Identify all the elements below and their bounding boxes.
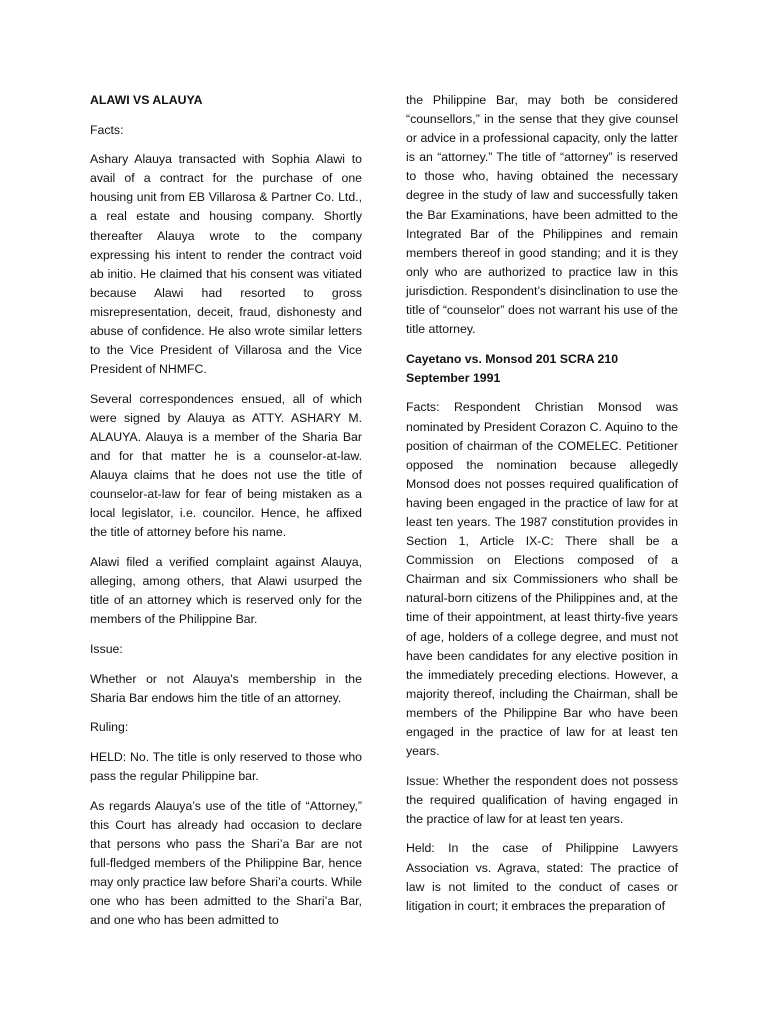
facts-paragraph-3: Alawi filed a verified complaint against Alauya, alleging, among others, that Alawi usurped the title of an attorney which is reserved only for the members of the Philippine Bar. (90, 555, 362, 627)
facts-paragraph-1: Ashary Alauya transacted with Sophia Alawi to avail of a contract for the purchase of one housing unit from EB Villarosa & Partner Co. Ltd., a real estate and housing company. Shortly thereafter Alauya wrote to the company expressing his intent to render the contract void ab initio. He claimed that his consent was vitiated because Alawi had resorted to gross misrepresentation, deceit, fraud, dishonesty and abuse of confidence. He also wrote similar letters to the Vice President of Villarosa and the Vice President of NHMFC. (90, 152, 362, 377)
facts-heading: Facts: (90, 122, 124, 137)
issue-heading: Issue: (90, 641, 123, 656)
cayetano-held: Held: In the case of Philippine Lawyers Association vs. Agrava, stated: The practice of law is not limited to the conduct of cases or litigation in court; it embraces the preparation of (406, 841, 678, 913)
left-column (90, 91, 362, 941)
case-title-alawi: ALAWI VS ALAUYA (90, 93, 203, 107)
ruling-paragraph-2: As regards Alauya’s use of the title of “Attorney,” this Court has already had occasion to declare that persons who pass the Shari’a Bar are not full-fledged members of the Philippine Bar, hence may only practice law before Shari’a courts. While one who has been admitted to the Shari’a Bar, and one who has been admitted to (90, 798, 363, 928)
right-column (406, 91, 678, 926)
ruling-paragraph-1: HELD: No. The title is only reserved to those who pass the regular Philippine bar. (90, 749, 362, 783)
case-title-cayetano: Cayetano vs. Monsod 201 SCRA 210 September 1991 (406, 351, 619, 385)
facts-paragraph-2: Several correspondences ensued, all of which were signed by Alauya as ATTY. ASHARY M. ALAUYA. Alauya is a member of the Sharia Bar and for that matter he is a counselor-at-law. Alauya claims that he does not use the title of counselor-at-law for fear of being mistaken as a local legislator, i.e. councilor. Hence, he affixed the title of attorney before his name. (90, 391, 362, 540)
ruling-continuation: the Philippine Bar, may both be considered “counsellors,” in the sense that they give counsel or advice in a professional capacity, only the latter is an “attorney.” The title of “attorney” is reserved to those who, having obtained the necessary degree in the study of law and successfully taken the Bar Examinations, have been admitted to the Integrated Bar of the Philippines and remain members thereof in good standing; and it is they only who are authorized to practice law in this jurisdiction. Respondent’s disinclination to use the title of “counselor” does not warrant his use of the title attorney. (406, 93, 678, 337)
ruling-heading: Ruling: (90, 720, 129, 735)
issue-text: Whether or not Alauya's membership in the Sharia Bar endows him the title of an attorney. (90, 671, 362, 705)
cayetano-issue: Issue: Whether the respondent does not possess the required qualification of having engaged in the practice of law for at least ten years. (406, 773, 678, 826)
cayetano-facts: Facts: Respondent Christian Monsod was nominated by President Corazon C. Aquino to the position of chairman of the COMELEC. Petitioner opposed the nomination because allegedly Monsod does not posses required qualification of having been engaged in the practice of law for at least ten years. The 1987 constitution provides in Section 1, Article IX-C: There shall be a Commission on Elections composed of a Chairman and six Commissioners who shall be natural-born citizens of the Philippines and, at the time of their appointment, at least thirty-five years of age, holders of a college degree, and must not have been candidates for any elective position in the immediately preceding elections. However, a majority thereof, including the Chairman, shall be members of the Philippine Bar who have been engaged in the practice of law for at least ten years. (406, 400, 678, 759)
